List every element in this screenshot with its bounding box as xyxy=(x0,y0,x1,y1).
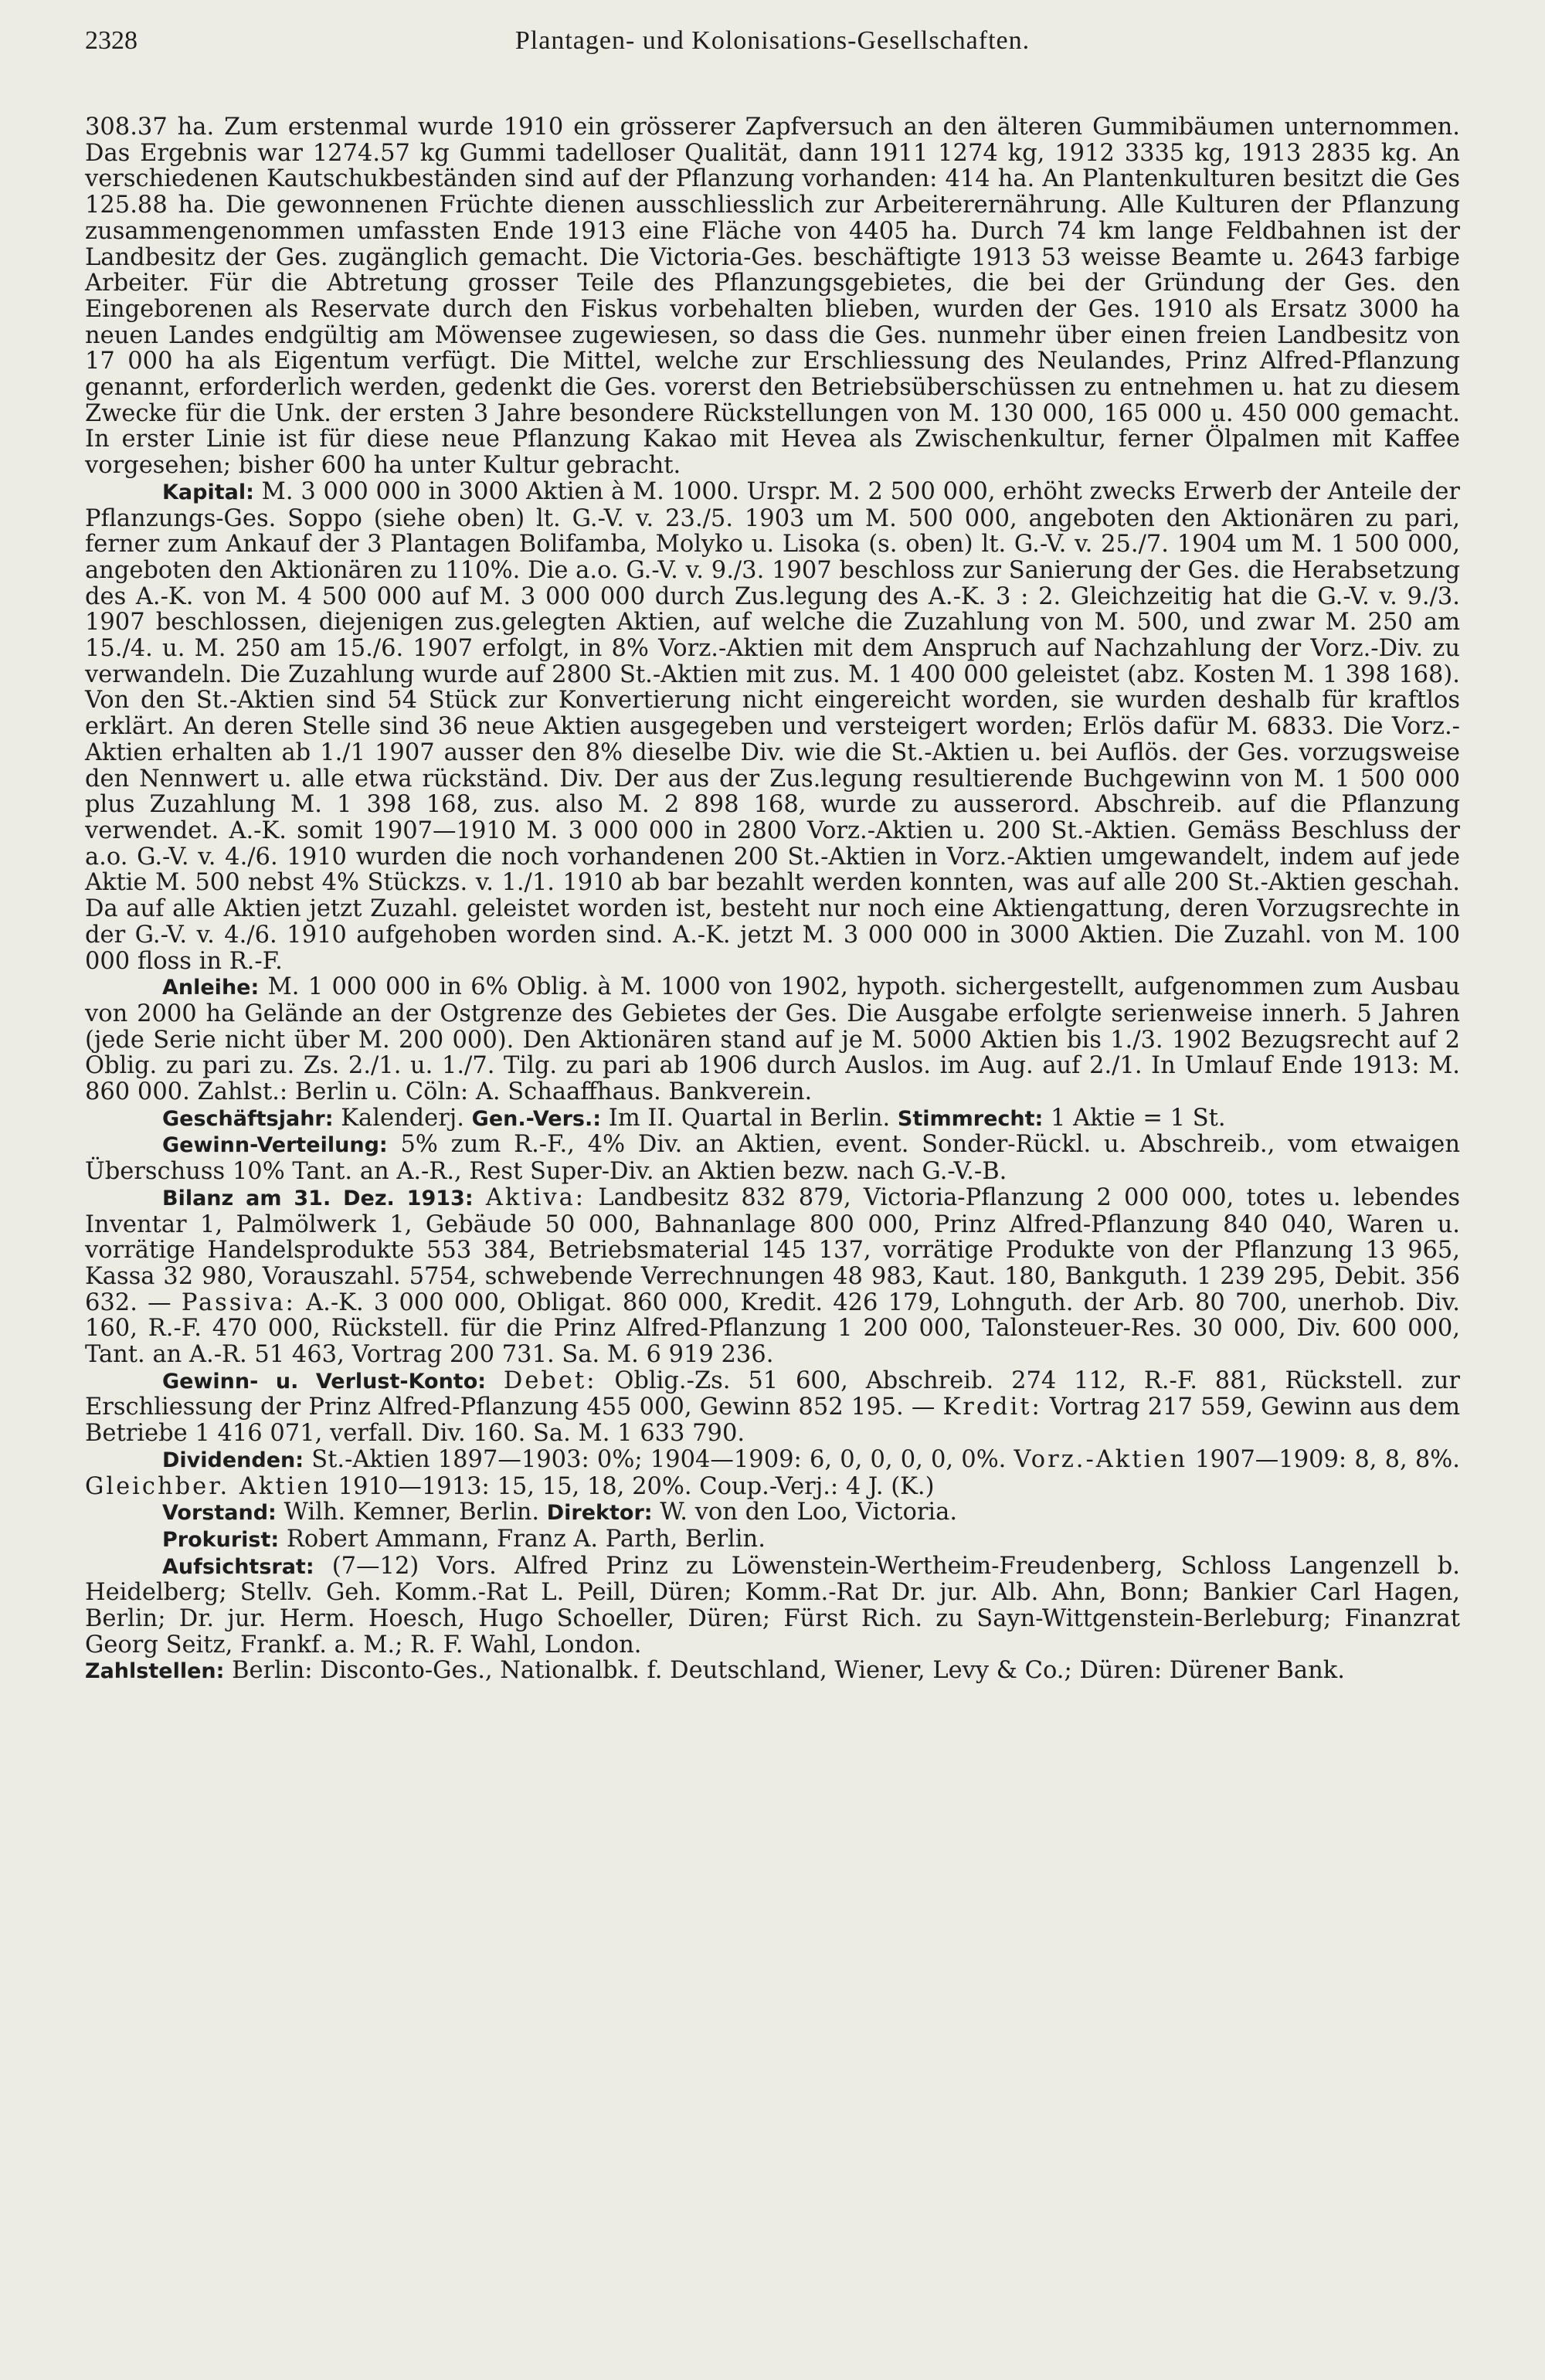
geschaeftsjahr-text: Kalenderj. xyxy=(341,1104,464,1132)
aktiva-text: Landbesitz 832 879, Victoria-Pflanzung 2 000 000, totes u. lebendes Inventar 1, Palmölwerk 1, Gebäude 50 000, Bahnanlage 800 000, Prinz Alfred-Pflanzung 840 040, Waren u. vorrätige Handelsprodukte 553 384, Betriebsmaterial 145 137, vorrätige Produkte von der Pflanzung 13 965, Kassa 32 980, Vorauszahl. 5754, schwebende Verrechnungen 48 983, Kaut. 180, Bankguth. 1 239 295, Debit. 356 632. — xyxy=(85,1183,1460,1316)
vorstand-text: Wilh. Kemner, Berlin. xyxy=(284,1499,540,1526)
anleihe-paragraph xyxy=(85,974,1460,1105)
gewinn-verteilung-text: 5% zum R.-F., 4% Div. an Aktien, event. Sonder-Rückl. u. Abschreib., vom etwaigen Überschuss 10% Tant. an A.-R., Rest Super-Div. an Aktien bezw. nach G.-V.-B. xyxy=(85,1131,1460,1186)
anleihe-text: M. 1 000 000 in 6% Oblig. à M. 1000 von 1902, hypoth. sichergestellt, aufgenommen zum Ausbau von 2000 ha Gelände an der Ostgrenze des Gebietes der Ges. Die Ausgabe erfolgte serienweise innerh. 5 Jahren (jede Serie nicht über M. 200 000). Den Aktionären stand auf je M. 5000 Aktien bis 1./3. 1902 Bezugsrecht auf 2 Oblig. zu pari zu. Zs. 2./1. u. 1./7. Tilg. zu pari ab 1906 durch Auslos. im Aug. auf 2./1. In Umlauf Ende 1913: M. 860 000. Zahlst.: Berlin u. Cöln: A. Schaaffhaus. Bankverein. xyxy=(85,973,1460,1106)
page-number: 2328 xyxy=(85,26,138,55)
geschaeftsjahr-label: Geschäftsjahr: xyxy=(162,1106,334,1131)
kredit-label: Kredit: xyxy=(942,1394,1042,1421)
kredit-text: Vortrag 217 559, Gewinn aus dem Betriebe 1 416 071, verfall. Div. 160. Sa. M. 1 633 790. xyxy=(85,1394,1460,1448)
debet-label: Debet: xyxy=(503,1367,597,1394)
dividenden-paragraph xyxy=(85,1447,1460,1499)
gleichber-text: 1910—1913: 15, 15, 18, 20%. Coup.-Verj.: 4 J. (K.) xyxy=(338,1472,935,1500)
dividenden-text: St.-Aktien 1897—1903: 0%; 1904—1909: 6, 0, 0, 0, 0, 0%. xyxy=(311,1445,1007,1473)
prokurist-paragraph xyxy=(85,1526,1460,1553)
aufsichtsrat-text: (7—12) Vors. Alfred Prinz zu Löwenstein-Wertheim-Freudenberg, Schloss Langenzell b. Heidelberg; Stellv. Geh. Komm.-Rat L. Peill, Düren; Komm.-Rat Dr. jur. Alb. Ahn, Bonn; Bankier Carl Hagen, Berlin; Dr. jur. Herm. Hoesch, Hugo Schoeller, Düren; Fürst Rich. zu Sayn-Wittgenstein-Berleburg; Finanzrat Georg Seitz, Frankf. a. M.; R. F. Wahl, London. xyxy=(85,1552,1460,1659)
gen-vers-label: Gen.-Vers.: xyxy=(471,1106,602,1131)
geschaeftsjahr-paragraph xyxy=(85,1105,1460,1132)
passiva-text: A.-K. 3 000 000, Obligat. 860 000, Kredit. 426 179, Lohnguth. der Arb. 80 700, unerhob. Div. 160, R.-F. 470 000, Rückstell. für die Prinz Alfred-Pflanzung 1 200 000, Talonsteuer-Res. 30 000, Div. 600 000, Tant. an A.-R. 51 463, Vortrag 200 731. Sa. M. 6 919 236. xyxy=(85,1288,1460,1369)
prokurist-text: Robert Ammann, Franz A. Parth, Berlin. xyxy=(286,1525,766,1553)
stimmrecht-text: 1 Aktie = 1 St. xyxy=(1051,1104,1226,1132)
vorstand-paragraph xyxy=(85,1499,1460,1526)
running-title: Plantagen- und Kolonisations-Gesellschaften. xyxy=(514,26,1031,55)
bilanz-label: Bilanz am 31. Dez. 1913: xyxy=(162,1186,474,1210)
gewinn-verlust-label: Gewinn- u. Verlust-Konto: xyxy=(162,1369,487,1394)
intro-paragraph: 308.37 ha. Zum erstenmal wurde 1910 ein grösserer Zapfversuch an den älteren Gummibäumen unternommen. Das Ergebnis war 1274.57 kg Gummi tadelloser Qualität, dann 1911 1274 kg, 1912 3335 kg, 1913 2835 kg. An verschiedenen Kautschukbeständen sind auf der Pflanzung vorhanden: 414 ha. An Plantenkulturen besitzt die Ges 125.88 ha. Die gewonnenen Früchte dienen ausschliesslich zur Arbeiterernährung. Alle Kulturen der Pflanzung zusammengenommen umfassten Ende 1913 eine Fläche von 4405 ha. Durch 74 km lange Feldbahnen ist der Landbesitz der Ges. zugänglich gemacht. Die Victoria-Ges. beschäftigte 1913 53 weisse Beamte u. 2643 farbige Arbeiter. Für die Abtretung grosser Teile des Pflanzungsgebietes, die bei der Gründung der Ges. den Eingeborenen als Reservate durch den Fiskus vorbehalten blieben, wurden der Ges. 1910 als Ersatz 3000 ha neuen Landes endgültig am Möwensee zugewiesen, so dass die Ges. nunmehr über einen freien Landbesitz von 17 000 ha als Eigentum verfügt. Die Mittel, welche zur Erschliessung des Neulandes, Prinz Alfred-Pflanzung genannt, erforderlich werden, gedenkt die Ges. vorerst den Betriebsüberschüssen zu entnehmen u. hat zu diesem Zwecke für die Unk. der ersten 3 Jahre besondere Rückstellungen von M. 130 000, 165 000 u. 450 000 gemacht. In erster Linie ist für diese neue Pflanzung Kakao mit Hevea als Zwischenkultur, ferner Ölpalmen mit Kaffee vorgesehen; bisher 600 ha unter Kultur gebracht. xyxy=(85,114,1460,480)
aufsichtsrat-paragraph xyxy=(85,1553,1460,1659)
debet-text: Oblig.-Zs. 51 600, Abschreib. 274 112, R.-F. 881, Rückstell. zur Erschliessung der Prinz Alfred-Pflanzung 455 000, Gewinn 852 195. — xyxy=(85,1367,1460,1421)
kapital-text: M. 3 000 000 in 3000 Aktien à M. 1000. Urspr. M. 2 500 000, erhöht zwecks Erwerb der Anteile der Pflanzungs-Ges. Soppo (siehe oben) lt. G.-V. v. 23./5. 1903 um M. 500 000, angeboten den Aktionären zu pari, ferner zum Ankauf der 3 Plantagen Bolifamba, Molyko u. Lisoka (s. oben) lt. G.-V. v. 25./7. 1904 um M. 1 500 000, angeboten den Aktionären zu 110%. Die a.o. G.-V. v. 9./3. 1907 beschloss zur Sanierung der Ges. die Herabsetzung des A.-K. von M. 4 500 000 auf M. 3 000 000 durch Zus.legung des A.-K. 3 : 2. Gleichzeitig hat die G.-V. v. 9./3. 1907 beschlossen, diejenigen zus.gelegten Aktien, auf welche die Zuzahlung von M. 500, und zwar M. 250 am 15./4. u. M. 250 am 15./6. 1907 erfolgt, in 8% Vorz.-Aktien mit dem Anspruch auf Nachzahlung der Vorz.-Div. zu verwandeln. Die Zuzahlung wurde auf 2800 St.-Aktien mit zus. M. 1 400 000 geleistet (abz. Kosten M. 1 398 168). Von den St.-Aktien sind 54 Stück zur Konvertierung nicht eingereicht worden, sie wurden deshalb für kraftlos erklärt. An deren Stelle sind 36 neue Aktien ausgegeben und versteigert worden; Erlös dafür M. 6833. Die Vorz.-Aktien erhalten ab 1./1 1907 ausser den 8% dieselbe Div. wie die St.-Aktien u. bei Auflös. der Ges. vorzugsweise den Nennwert u. alle etwa rückständ. Div. Der aus der Zus.legung resultierende Buchgewinn von M. 1 500 000 plus Zuzahlung M. 1 398 168, zus. also M. 2 898 168, wurde zu ausserord. Abschreib. auf die Pflanzung verwendet. A.-K. somit 1907—1910 M. 3 000 000 in 2800 Vorz.-Aktien u. 200 St.-Aktien. Gemäss Beschluss der a.o. G.-V. v. 4./6. 1910 wurden die noch vorhandenen 200 St.-Aktien in Vorz.-Aktien umgewandelt, indem auf jede Aktie M. 500 nebst 4% Stückzs. v. 1./1. 1910 ab bar bezahlt werden konnten, was auf alle 200 St.-Aktien geschah. Da auf alle Aktien jetzt Zuzahl. geleistet worden ist, besteht nur noch eine Aktiengattung, deren Vorzugsrechte in der G.-V. v. 4./6. 1910 aufgehoben worden sind. A.-K. jetzt M. 3 000 000 in 3000 Aktien. Die Zuzahl. von M. 100 000 floss in R.-F. xyxy=(85,477,1460,975)
direktor-label: Direktor: xyxy=(546,1501,653,1526)
dividenden-label: Dividenden: xyxy=(162,1448,304,1472)
gleichber-label: Gleichber. Aktien xyxy=(85,1472,331,1500)
body-text xyxy=(85,114,1460,1685)
anleihe-label: Anleihe: xyxy=(162,976,260,1000)
stimmrecht-label: Stimmrecht: xyxy=(897,1106,1044,1131)
aktiva-label: Aktiva: xyxy=(485,1183,586,1211)
direktor-text: W. von den Loo, Victoria. xyxy=(660,1499,958,1526)
kapital-paragraph xyxy=(85,479,1460,974)
vorz-aktien-label: Vorz.-Aktien xyxy=(1014,1445,1187,1473)
zahlstellen-paragraph xyxy=(85,1658,1460,1685)
gen-vers-text: Im II. Quartal in Berlin. xyxy=(608,1104,891,1132)
gewinn-verlust-paragraph xyxy=(85,1368,1460,1447)
vorstand-label: Vorstand: xyxy=(162,1501,277,1526)
vorz-aktien-text: 1907—1909: 8, 8, 8%. xyxy=(1195,1445,1460,1473)
zahlstellen-label: Zahlstellen: xyxy=(85,1659,225,1684)
prokurist-label: Prokurist: xyxy=(162,1527,280,1552)
aufsichtsrat-label: Aufsichtsrat: xyxy=(162,1554,314,1579)
gewinn-verteilung-paragraph xyxy=(85,1132,1460,1184)
gewinn-verteilung-label: Gewinn-Verteilung: xyxy=(162,1133,388,1158)
zahlstellen-text: Berlin: Disconto-Ges., Nationalbk. f. Deutschland, Wiener, Levy & Co.; Düren: Dürener Bank. xyxy=(232,1657,1345,1685)
passiva-label: Passiva: xyxy=(181,1288,296,1316)
kapital-label: Kapital: xyxy=(162,480,254,504)
page-header xyxy=(85,23,1460,71)
bilanz-paragraph xyxy=(85,1185,1460,1368)
